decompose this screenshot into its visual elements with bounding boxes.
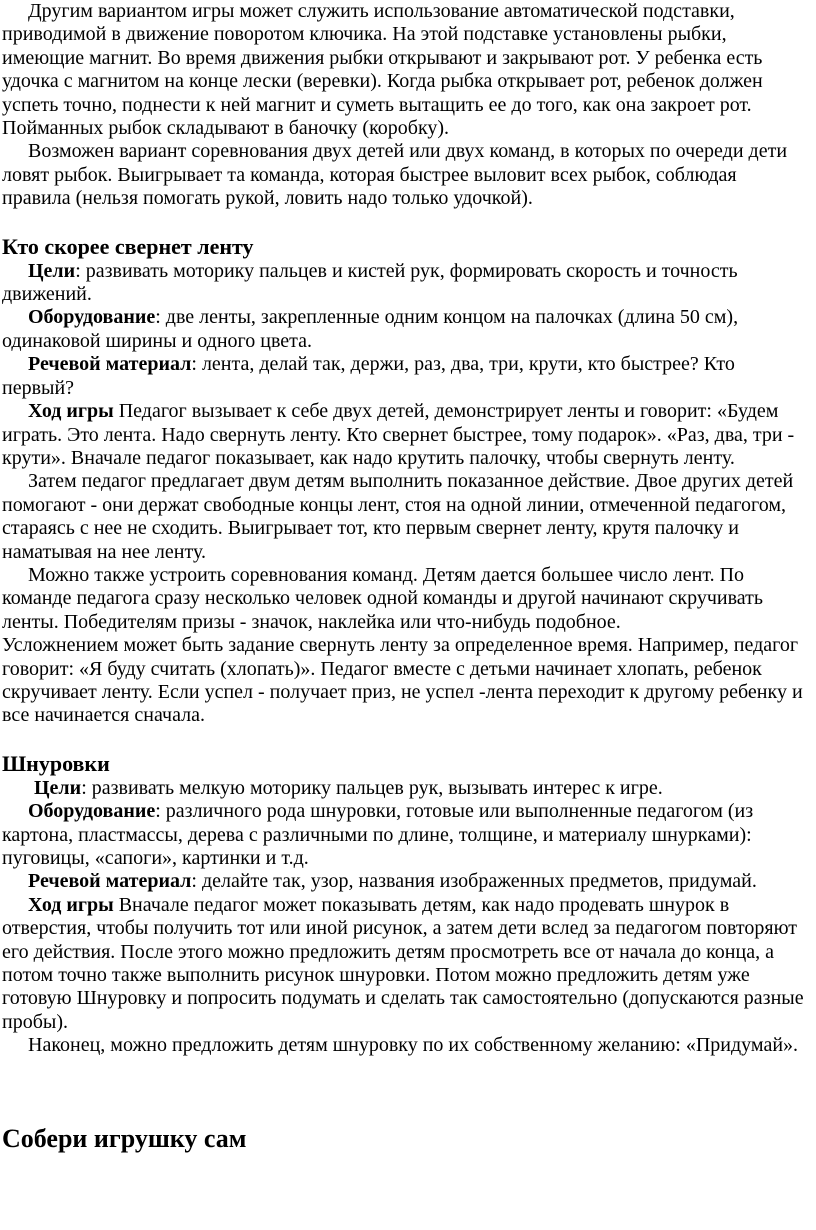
intro-paragraph-1: Другим вариантом игры может служить использование автоматической подставки, приводимой в движение поворотом ключика. На этой подставке установлены рыбки, имеющие магнит. Во время движения рыбки открывают и закрывают рот. У ребенка есть удочка с магнитом на конце лески (веревки). Когда рыбка открывает рот, ребенок должен успеть точно, поднести к ней магнит и суметь вытащить ее до того, как она закроет рот. Пойманных рыбок складывают в баночку (коробку). xyxy=(2,0,763,140)
ribbon-paragraph-complication: Усложнением может быть задание свернуть ленту за определенное время. Например, педагог говорит: «Я буду считать (хлопать)». Педагог вместе с детьми начинает хлопать, ребенок скручивает ленту. Если успел - получает приз, не успел -лента переходит к другому ребенку и все начинается сначала. xyxy=(2,634,803,727)
section-title-ribbon: Кто скорее свернет ленту xyxy=(2,233,254,259)
speech-material-text: : лента, делай так, держи, раз, два, три, крути, кто быстрее? Кто первый? xyxy=(2,353,735,399)
ribbon-paragraph-teams: Можно также устроить соревнования команд. Детям дается большее число лент. По команде педагога сразу несколько человек одной команды и другой начинают скручивать ленты. Победителям призы - значок, наклейка или что-нибудь подобное. xyxy=(2,563,763,633)
ribbon-paragraph-then: Затем педагог предлагает двум детям выполнить показанное действие. Двое других детей помогают - они держат свободные концы лент, стоя на одной линии, отмеченной педагогом, стараясь с нее не сходить. Выигрывает тот, кто первым свернет ленту, крутя палочку и наматывая на нее ленту. xyxy=(2,470,794,563)
spacer xyxy=(2,1058,808,1124)
section-title-assemble-toy: Собери игрушку сам xyxy=(2,1123,247,1153)
game-course-text: Вначале педагог может показывать детям, как надо продевать шнурок в отверстия, чтобы получить тот или иной рисунок, а затем дети вслед за педагогом повторяют его действия. После этого можно предложить детям просмотреть все от начала до конца, а потом точно также выполнить рисунок шнуровки. Потом можно предложить детям уже готовую Шнуровку и попросить подумать и сделать так самостоятельно (допускаются разные пробы). xyxy=(2,893,804,1033)
ribbon-goals xyxy=(2,260,808,307)
lacing-equipment xyxy=(2,800,808,870)
game-course-text: Педагог вызывает к себе двух детей, демонстрирует ленты и говорит: «Будем играть. Это лента. Надо свернуть ленту. Кто свернет быстрее, тому подарок». «Раз, два, три - крути». Вначале педагог показывает, как надо крутить палочку, чтобы свернуть ленту. xyxy=(2,400,795,469)
spacer xyxy=(2,728,808,751)
ribbon-game-course xyxy=(2,400,808,470)
equipment-text: : различного рода шнуровки, готовые или выполненные педагогом (из картона, пластмассы, дерева с различными по длине, толщине, и материалу шнурками): пуговицы, «сапоги», картинки и т.д. xyxy=(2,800,754,869)
goals-text: : развивать мелкую моторику пальцев рук, вызывать интерес к игре. xyxy=(81,776,663,799)
speech-material-label: Речевой материал xyxy=(28,353,192,376)
equipment-label: Оборудование xyxy=(28,800,156,823)
lacing-paragraph-finally: Наконец, можно предложить детям шнуровку по их собственному желанию: «Придумай». xyxy=(28,1034,799,1057)
equipment-text: : две ленты, закрепленные одним концом на палочках (длина 50 см), одинаковой ширины и одного цвета. xyxy=(2,306,739,352)
game-course-label: Ход игры xyxy=(28,400,114,423)
lacing-game-course xyxy=(2,894,808,1034)
speech-material-text: : делайте так, узор, названия изображенных предметов, придумай. xyxy=(191,870,757,893)
section-title-lacing: Шнуровки xyxy=(2,750,110,776)
lacing-speech-material xyxy=(2,870,808,893)
goals-label: Цели xyxy=(28,259,76,282)
intro-paragraph-2: Возможен вариант соревнования двух детей или двух команд, в которых по очереди дети ловят рыбок. Выигрывает та команда, которая быстрее выловит всех рыбок, соблюдая правила (нельзя помогать рукой, ловить надо только удочкой). xyxy=(2,140,788,210)
speech-material-label: Речевой материал xyxy=(28,870,192,893)
goals-label: Цели xyxy=(34,776,82,799)
goals-text: : развивать моторику пальцев и кистей рук, формировать скорость и точность движений. xyxy=(2,259,738,306)
game-course-label: Ход игры xyxy=(28,893,114,916)
ribbon-speech-material xyxy=(2,353,808,400)
ribbon-equipment xyxy=(2,306,808,353)
equipment-label: Оборудование xyxy=(28,306,156,329)
spacer xyxy=(2,211,808,234)
lacing-goals xyxy=(2,777,808,800)
